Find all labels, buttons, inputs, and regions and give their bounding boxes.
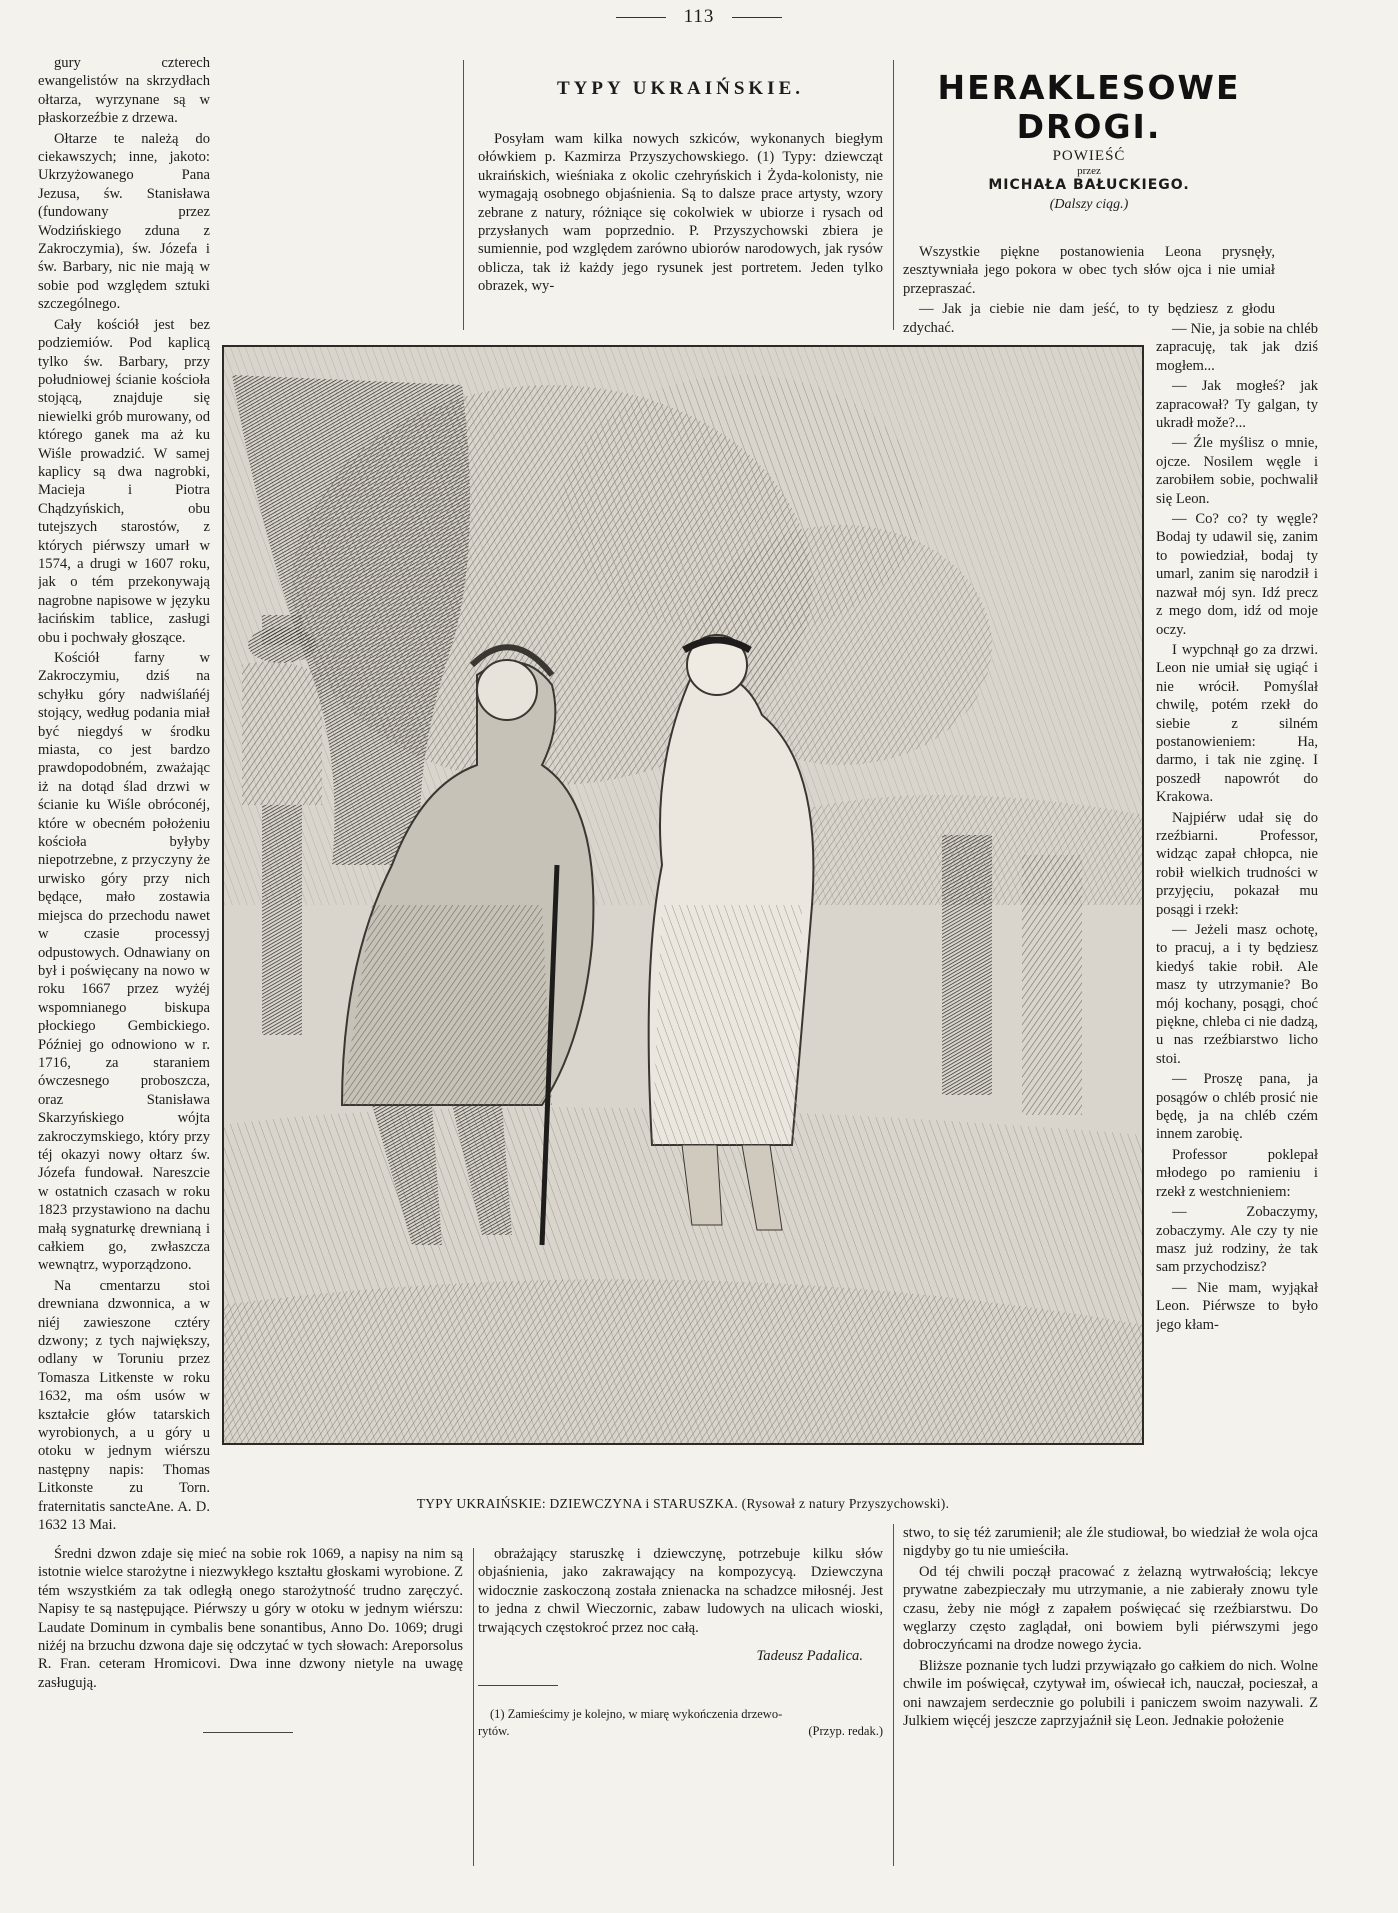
bottom-right-column xyxy=(903,1524,1318,1904)
continued-note: (Dalszy ciąg.) xyxy=(1049,197,1129,212)
paragraph: Od téj chwili począł pracować z żelazną wytrwałością; lekcye prywatne zabezpieczały mu utrzymanie, a nie zabierały znowu tyle czasu, żeby nie mógł z zapałem poświęcać się rzeźbiarstwu. Do węglarzy często zaglądał, oni bowiem byli piérwszymi jego dobroczyńcami na drodze nowego życia. xyxy=(903,1563,1318,1654)
bottom-left-column xyxy=(38,1545,463,1733)
paragraph: Ołtarze te należą do ciekawszych; inne, jakoto: Ukrzyżowanego Pana Jezusa, św. Stanisława (fundowany przez Wodzińskiego zduna z Zakroczymia), św. Józefa i św. Barbary, nic nie mają w sobie pod względem sztuki szczególnego. xyxy=(38,130,210,313)
paragraph: — Proszę pana, ja posągów o chléb prosić nie będę, ja na chléb czém innem zarobię. xyxy=(1156,1071,1318,1143)
column-divider xyxy=(893,1524,894,1866)
paragraph: — Nie, ja sobie na chléb zapracuję, tak jak dziś mogłem... xyxy=(1156,321,1318,374)
paragraph: Cały kościół jest bez podziemiów. Pod kaplicą tylko św. Barbary, przy południowej ścianie kościoła stojącą, znajduje się niewielki grób murowany, od którego ganek ma aż ku Wiśle prowadzić. W samej kaplicy są dwa nagrobki, Macieja i Piotra Chądzyńskich, obu tutejszych starostów, z których piérwszy umarł w 1574, a drugi w 1607 roku, jak o tém przekonywają nagrobne napisowe w języku łacińskim tablice, zasługi obu i pochwały głoszące. xyxy=(38,316,210,646)
editor-note: (Przyp. redak.) xyxy=(808,1724,883,1739)
footnote xyxy=(478,1706,883,1740)
paragraph: Posyłam wam kilka nowych szkiców, wykonanych biegłym ołówkiem p. Kazmirza Przyszychowskiego. (1) Typy: dziewcząt ukraińskich, wieśniaka z okolic czehryńskich i Żyda-kolonisty, nie wymagają osobnego objaśnienia. Są to dalsze prace artysty, wzory zebrane z natury, różniące się cokolwiek w ubiorze i rysach od przysłanych wam poprzednio. P. Przyszychowski zbiera je sumiennie, pod względem zarówno ubiorów narodowych, jak rysów oblicza, tak iż każdy jego rysunek jest portretem. Jeden tylko obrazek, wy- xyxy=(478,131,883,295)
page-number: 113 xyxy=(0,6,1398,28)
column-divider xyxy=(893,60,894,330)
column-divider xyxy=(463,60,464,330)
novel-genre: POWIEŚĆ xyxy=(1052,148,1126,164)
article-title: TYPY UKRAIŃSKIE. xyxy=(557,78,804,99)
article-signature: Tadeusz Padalica. xyxy=(756,1648,863,1665)
novel-title: HERAKLESOWE DROGI. xyxy=(937,68,1241,146)
paragraph: I wypchnął go za drzwi. Leon nie umiał się ugiąć i nie wrócił. Pomyślał chwilę, potém rzekł do siebie z silném postanowieniem: Ha, darmo, i tak nie zginę. I poszedł napowrót do Krakowa. xyxy=(1156,641,1318,806)
paragraph: — Źle myślisz o mnie, ojcze. Nosilem węgle i zarobiłem sobie, pochwalił się Leon. xyxy=(1156,435,1318,507)
column-divider xyxy=(473,1548,474,1866)
engraving-illustration xyxy=(222,345,1144,1445)
illustration-caption: TYPY UKRAIŃSKIE: DZIEWCZYNA i STARUSZKA. (Rysował z natury Przyszychowski). xyxy=(416,1496,950,1511)
footnote-text: rytów. xyxy=(478,1724,510,1739)
paragraph: — Jak ja ciebie nie dam jeść, to ty będziesz z głodu zdychać. xyxy=(903,301,1275,336)
middle-column xyxy=(478,78,883,296)
paragraph: — Jak mogłeś? jak zapracował? Ty galgan, ty ukradł može?... xyxy=(1156,378,1318,432)
divider xyxy=(203,1732,293,1733)
paragraph: Professor poklepał młodego po ramieniu i rzekł z westchnieniem: xyxy=(1156,1146,1318,1200)
paragraph: Na cmentarzu stoi drewniana dzwonnica, a w niéj zawieszone cztéry dzwony; z tych największy, odlany w Toruniu przez Tomasza Litkenste w roku 1632, ma ośm usów w kształcie głów tatarskich wyrobionych, a u góry u otoku w jednym wiérszu następny napis: Thomas Litkonste zu Torn. fraternitatis sancteAne. A. D. 1632 13 Mai. xyxy=(38,1277,210,1534)
left-column xyxy=(38,54,210,1542)
paragraph: Kościół farny w Zakroczymiu, dziś na schyłku góry nadwiślańéj stojący, według podania miał być niegdyś w środku miasta, co jest bardzo prawdopodobném, zważając iż na dotąd ślad drzwi w ścianie ku Wiśle obróconéj, które w obecném położeniu kościoła byłyby niepotrzebne, z przyczyny że urwisko góry przy nich będące, mało zostawia miejsca do przechodu nawet w czasie processyj odpustowych. Odnawiany on był i poświęcany na nowo w roku 1667 przez wyżéj wspomnianego biskupa płockiego Gembickiego. Później go odnowiono w r. 1716, za staraniem ówczesnego proboszcza, oraz Stanisława Skarzyńskiego wójta zakroczymskiego, który przy téj okazyi nowy ołtarz św. Józefa fundował. Nareszcie w ostatnich czasach w roku 1823 przystawiono na dachu małą sygnaturkę drewnianą i całkiem go, zwłaszcza wewnątrz, wyporządzono. xyxy=(38,650,210,1274)
paragraph: Średni dzwon zdaje się mieć na sobie rok 1069, a napisy na nim są istotnie wielce starożytne i niezwykłego kształtu głoskami wyrobione. Z tém wszystkiém za tak odległą onego starożytność trudno zaręczyć. Napisy te są następujące. Piérwszy u góry w otoku w jednym wiérszu: Laudate Dominum in cymbalis bene sonantibus, Anno Do. 1069; drugi niżéj na brzuchu dzwona daje się odczytać w tych słowach: Areporsolus R. Fran. ceteram Hromicovi. Dwa inne dzwony nietyle na uwagę zasługują. xyxy=(38,1546,463,1691)
paragraph: gury czterech ewangelistów na skrzydłach ołtarza, wyrzynane są w płaskorzeźbie z drzewa. xyxy=(38,55,210,127)
paragraph: stwo, to się téż zarumienił; ale źle studiował, bo wiedział że wola ojca nigdyby go tu nie umieściła. xyxy=(903,1525,1318,1560)
right-column-header xyxy=(903,68,1275,337)
paragraph: — Jeżeli masz ochotę, to pracuj, a i ty będziesz kiedyś takie robił. Ale masz ty utrzymanie? Bo mój kochany, posągi, choć piękne, chleba ci nie dadzą, u nas rzeźbiarstwo licho stoi. xyxy=(1156,922,1318,1067)
paragraph: Wszystkie piękne postanowienia Leona prysnęły, zesztywniała jego pokora w obec tych słów ojca i nie umiał przepraszać. xyxy=(903,244,1275,297)
paragraph: — Co? co? ty węgle? Bodaj ty udawil się, zanim to powiedział, bodaj ty umarl, zanim się narodził i nazwał mój syn. Idź precz z mego dom, idź od moje oczy. xyxy=(1156,511,1318,638)
paragraph: — Zobaczymy, zobaczymy. Ale czy ty nie masz już rodziny, że tak sam przychodzisz? xyxy=(1156,1204,1318,1276)
by-line: przez xyxy=(1077,165,1101,177)
author-name: MICHAŁA BAŁUCKIEGO. xyxy=(988,177,1190,193)
paragraph: Najpiérw udał się do rzeźbiarni. Professor, widząc zapał chłopca, nie robił wielkich trudności w przyjęciu, pokazał mu posągi i rzekł: xyxy=(1156,809,1318,918)
footnote-text: (1) Zamieścimy je kolejno, w miarę wykończenia drzewo- xyxy=(490,1707,783,1722)
paragraph: obrażający staruszkę i dziewczynę, potrzebuje kilku słów objaśnienia, jako zakrawający na kompozycyą. Dziewczyna widocznie zaskoczoną została znienacka na schadzce miłosnéj. Jest to jedna z chwil Wieczornic, zabaw ludowych na ulicach wioski, trwających częstokroć przez noc całą. xyxy=(478,1546,883,1636)
bottom-middle-column xyxy=(478,1545,883,1740)
divider xyxy=(478,1685,558,1686)
paragraph: — Nie mam, wyjąkał Leon. Piérwsze to było jego kłam- xyxy=(1156,1279,1318,1333)
paragraph: Bliższe poznanie tych ludzi przywiązało go całkiem do nich. Wolne chwile im poświęcał, czytywał im, oświecał ich, nauczał, pocieszał, a oni nawzajem serdecznie go polubili i paniczem swoim nazywali. Z Julkiem więcéj jeszcze zaprzyjaźnił się Leon. Jednakie położenie xyxy=(903,1657,1318,1730)
right-narrow-column xyxy=(1156,320,1318,1546)
